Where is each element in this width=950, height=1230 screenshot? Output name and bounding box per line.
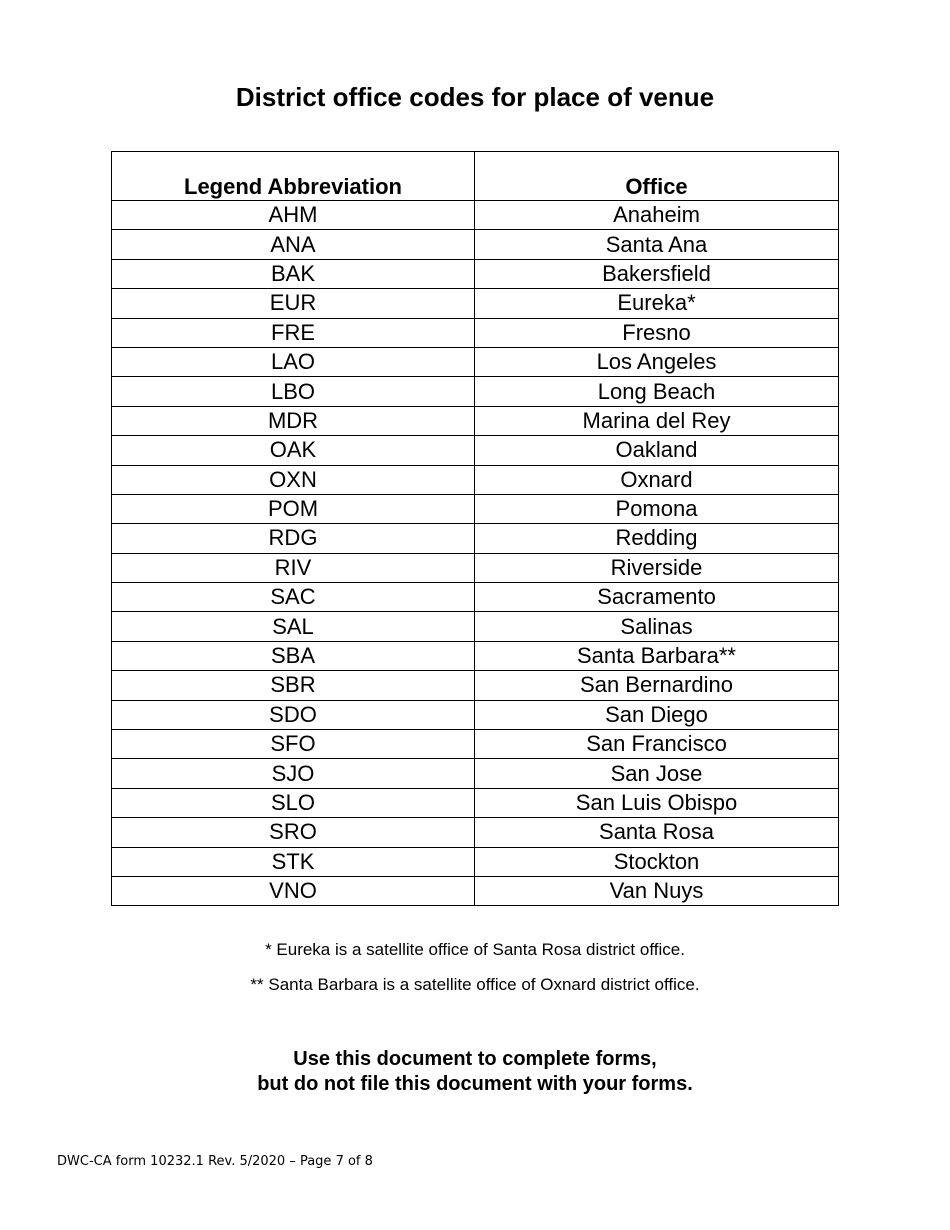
abbreviation-cell: VNO xyxy=(112,876,475,905)
abbreviation-cell: STK xyxy=(112,847,475,876)
abbreviation-cell: MDR xyxy=(112,406,475,435)
table-row xyxy=(112,583,839,612)
column-header-office: Office xyxy=(475,152,839,201)
office-cell: San Diego xyxy=(475,700,839,729)
abbreviation-cell: SBA xyxy=(112,641,475,670)
office-cell: Salinas xyxy=(475,612,839,641)
office-cell: Oxnard xyxy=(475,465,839,494)
office-cell: San Francisco xyxy=(475,730,839,759)
table-body xyxy=(112,201,839,906)
abbreviation-cell: SAC xyxy=(112,583,475,612)
footnote-eureka: * Eureka is a satellite office of Santa Rosa district office. xyxy=(265,940,685,959)
page-footer: DWC-CA form 10232.1 Rev. 5/2020 – Page 7 of 8 xyxy=(57,1154,373,1169)
table-row xyxy=(112,847,839,876)
office-cell: Anaheim xyxy=(475,201,839,230)
office-cell: Santa Ana xyxy=(475,230,839,259)
page-title: District office codes for place of venue xyxy=(235,82,715,112)
office-cell: San Jose xyxy=(475,759,839,788)
office-cell: Pomona xyxy=(475,494,839,523)
office-cell: Bakersfield xyxy=(475,259,839,288)
table-row xyxy=(112,876,839,905)
table-row xyxy=(112,406,839,435)
office-cell: Stockton xyxy=(475,847,839,876)
table-row xyxy=(112,347,839,376)
table-row xyxy=(112,700,839,729)
abbreviation-cell: SLO xyxy=(112,788,475,817)
office-cell: Riverside xyxy=(475,553,839,582)
abbreviation-cell: RIV xyxy=(112,553,475,582)
abbreviation-cell: SDO xyxy=(112,700,475,729)
table-row xyxy=(112,641,839,670)
office-cell: Marina del Rey xyxy=(475,406,839,435)
abbreviation-cell: LAO xyxy=(112,347,475,376)
table-row xyxy=(112,612,839,641)
office-cell: San Bernardino xyxy=(475,671,839,700)
abbreviation-cell: SFO xyxy=(112,730,475,759)
table-row xyxy=(112,377,839,406)
office-cell: Fresno xyxy=(475,318,839,347)
table-row xyxy=(112,318,839,347)
table-row xyxy=(112,788,839,817)
table-row xyxy=(112,289,839,318)
table-row xyxy=(112,759,839,788)
office-cell: Los Angeles xyxy=(475,347,839,376)
abbreviation-cell: ANA xyxy=(112,230,475,259)
office-cell: Santa Barbara** xyxy=(475,641,839,670)
footnote-santa-barbara: ** Santa Barbara is a satellite office of Oxnard district office. xyxy=(250,975,700,994)
district-codes-table xyxy=(111,151,839,906)
table-row xyxy=(112,524,839,553)
office-cell: Redding xyxy=(475,524,839,553)
table-row xyxy=(112,671,839,700)
instruction-line-1: Use this document to complete forms, xyxy=(293,1048,657,1070)
table-row xyxy=(112,230,839,259)
office-cell: Oakland xyxy=(475,436,839,465)
instruction-note xyxy=(0,1047,950,1097)
instruction-line-2: but do not file this document with your forms. xyxy=(257,1073,693,1095)
abbreviation-cell: SAL xyxy=(112,612,475,641)
table-row xyxy=(112,553,839,582)
office-cell: Sacramento xyxy=(475,583,839,612)
abbreviation-cell: EUR xyxy=(112,289,475,318)
abbreviation-cell: SJO xyxy=(112,759,475,788)
table-row xyxy=(112,730,839,759)
office-cell: Santa Rosa xyxy=(475,818,839,847)
table-row xyxy=(112,818,839,847)
office-cell: San Luis Obispo xyxy=(475,788,839,817)
abbreviation-cell: OXN xyxy=(112,465,475,494)
table-row xyxy=(112,201,839,230)
abbreviation-cell: OAK xyxy=(112,436,475,465)
table-row xyxy=(112,436,839,465)
table-row xyxy=(112,494,839,523)
abbreviation-cell: LBO xyxy=(112,377,475,406)
abbreviation-cell: AHM xyxy=(112,201,475,230)
office-cell: Eureka* xyxy=(475,289,839,318)
abbreviation-cell: SBR xyxy=(112,671,475,700)
table-row xyxy=(112,259,839,288)
abbreviation-cell: RDG xyxy=(112,524,475,553)
abbreviation-cell: BAK xyxy=(112,259,475,288)
table-header-row xyxy=(112,152,839,201)
abbreviation-cell: POM xyxy=(112,494,475,523)
abbreviation-cell: SRO xyxy=(112,818,475,847)
column-header-abbreviation: Legend Abbreviation xyxy=(112,152,475,201)
office-cell: Van Nuys xyxy=(475,876,839,905)
office-cell: Long Beach xyxy=(475,377,839,406)
table-row xyxy=(112,465,839,494)
abbreviation-cell: FRE xyxy=(112,318,475,347)
